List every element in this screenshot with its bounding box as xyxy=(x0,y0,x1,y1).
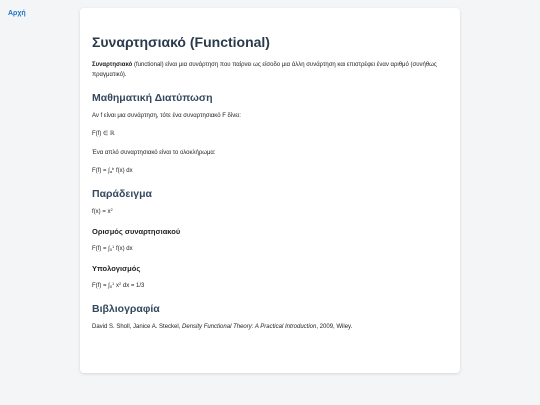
formula-integral-01 xyxy=(92,244,448,254)
formula-post: dx = 1/3 xyxy=(121,283,145,289)
upper-limit: 1 xyxy=(112,244,115,249)
bibliography-entry xyxy=(92,322,448,332)
home-link[interactable]: Αρχή xyxy=(8,10,26,17)
definition-heading: Ορισμός συναρτησιακού xyxy=(92,227,181,236)
intro-text: (functional) είναι μια συνάρτηση που παίρνει ως είσοδο μια άλλη συνάρτηση και επιστρέφει έναν αριθμό (συνήθως πραγματικό). xyxy=(92,62,437,78)
bib-authors: David S. Sholl, Janice A. Steckel, xyxy=(92,324,183,330)
bib-tail: , 2009, Wiley. xyxy=(316,324,353,330)
formula-pre: F(f) = ∫ xyxy=(92,283,110,289)
formula-pre: F(f) = ∫ xyxy=(92,246,110,252)
lower-limit: 0 xyxy=(109,284,113,289)
page-title: Συναρτησιακό (Functional) xyxy=(92,34,270,50)
formula-pre: f(x) = x xyxy=(92,209,111,215)
math-heading: Μαθηματική Διατύπωση xyxy=(92,92,213,104)
upper-limit: 1 xyxy=(112,281,115,286)
formula-pre: F(f) = ∫ xyxy=(92,168,110,174)
example-heading: Παράδειγμα xyxy=(92,188,152,200)
exponent: 2 xyxy=(110,207,113,212)
formula-range: F(f) ∈ ℝ xyxy=(92,131,115,137)
math-paragraph-1: Αν f είναι μια συνάρτηση, τότε ένα συναρτησιακό F δίνει: xyxy=(92,113,241,119)
bib-book-title: Density Functional Theory: A Practical Introduction xyxy=(182,324,317,330)
upper-limit: b xyxy=(112,166,115,171)
formula-result xyxy=(92,281,448,291)
bibliography-heading: Βιβλιογραφία xyxy=(92,303,160,315)
formula-post: f(x) dx xyxy=(114,168,133,174)
article-card xyxy=(80,8,460,373)
intro-term: Συναρτησιακό xyxy=(92,62,133,68)
formula-post: f(x) dx xyxy=(114,246,133,252)
exponent: 2 xyxy=(118,281,122,286)
formula-integral-ab xyxy=(92,166,448,176)
intro-paragraph xyxy=(92,60,448,80)
formula-mid: x xyxy=(114,283,119,289)
math-paragraph-2: Ένα απλό συναρτησιακό είναι το ολοκλήρωμα: xyxy=(92,150,216,156)
lower-limit: 0 xyxy=(109,247,113,252)
formula-fx xyxy=(92,207,448,217)
lower-limit: a xyxy=(109,169,113,174)
calculation-heading: Υπολογισμός xyxy=(92,264,141,273)
